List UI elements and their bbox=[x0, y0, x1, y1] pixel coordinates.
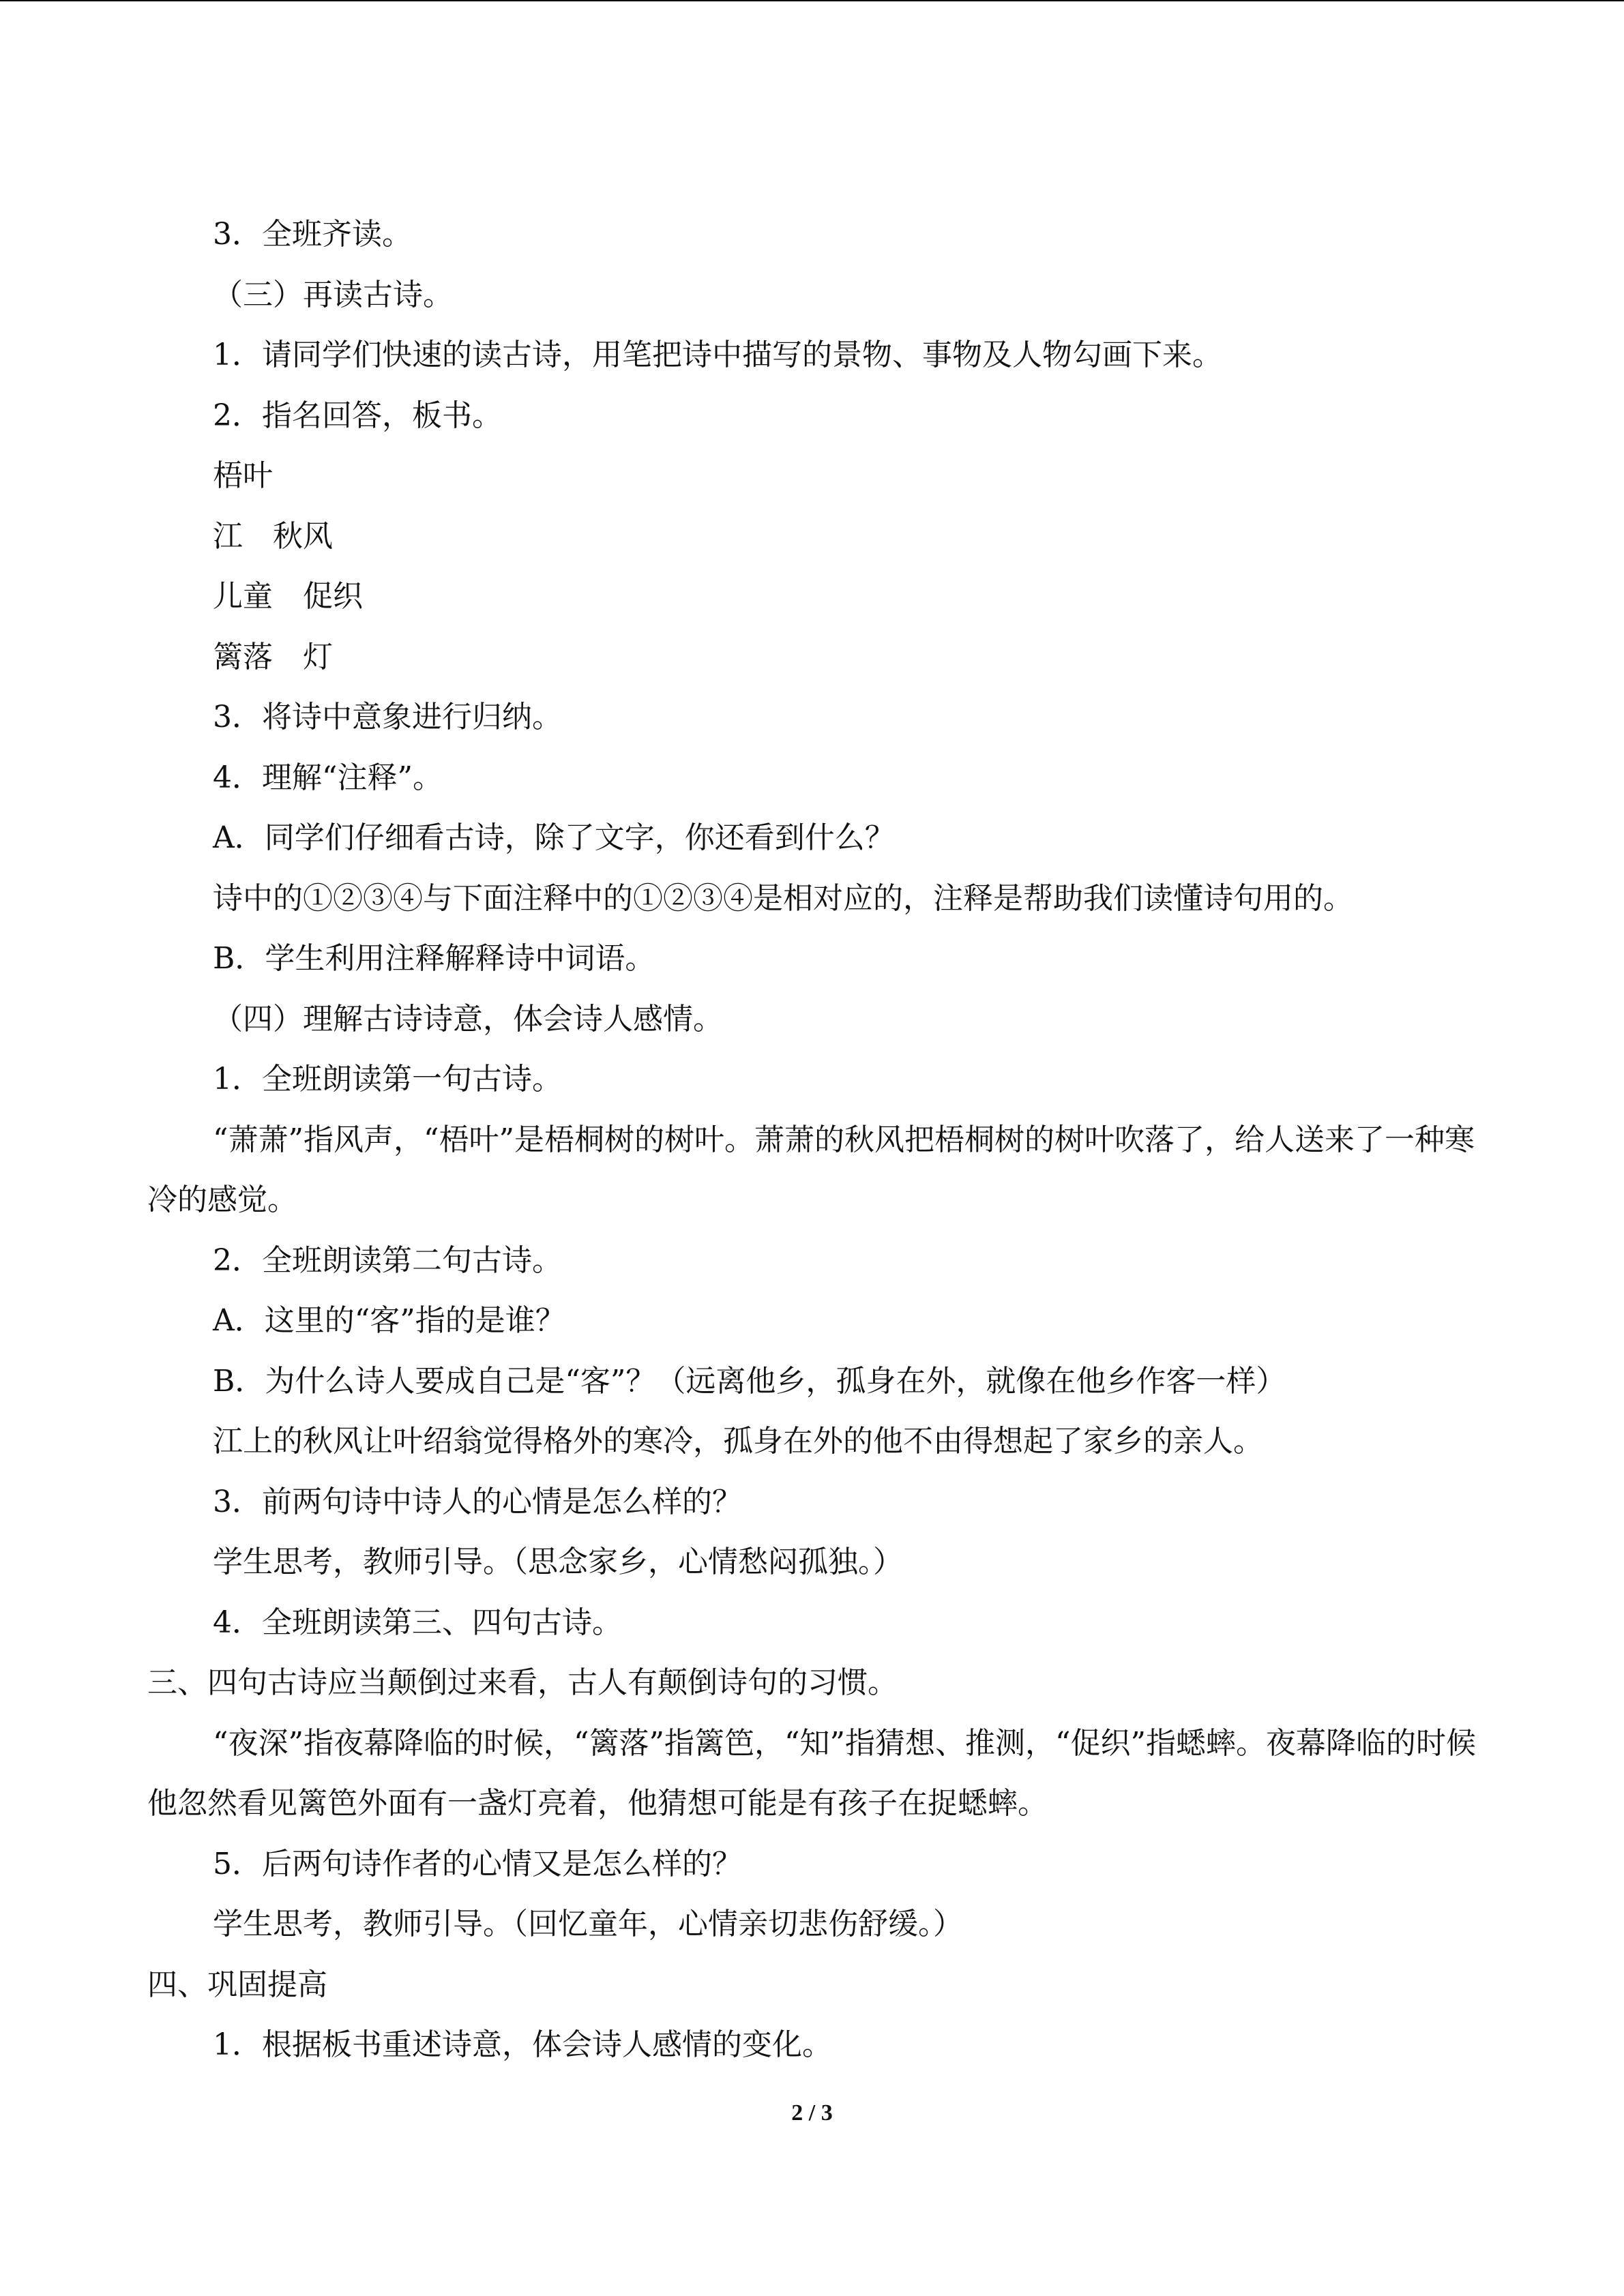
text-line: 5．后两句诗作者的心情又是怎么样的？ bbox=[213, 1846, 742, 1881]
section-heading: 三、四句古诗应当颠倒过来看，古人有颠倒诗句的习惯。 bbox=[147, 1665, 898, 1700]
text-line: 江上的秋风让叶绍翁觉得格外的寒冷，孤身在外的他不由得想起了家乡的亲人。 bbox=[213, 1424, 1263, 1459]
board-writing-line: 江 秋风 bbox=[213, 518, 333, 554]
paragraph: “萧萧”指风声，“梧叶”是梧桐树的树叶。萧萧的秋风把梧桐树的树叶吹落了，给人送来了一种寒冷的感觉。 bbox=[147, 1122, 1475, 1217]
text-line: 2．全班朗读第二句古诗。 bbox=[213, 1242, 562, 1278]
top-border-line bbox=[0, 0, 1624, 1]
text-line: 3．全班齐读。 bbox=[213, 217, 412, 252]
document-body bbox=[147, 205, 1498, 2076]
section-heading: 四、巩固提高 bbox=[147, 1967, 327, 2002]
text-line: A．同学们仔细看古诗，除了文字，你还看到什么？ bbox=[213, 820, 895, 855]
paragraph: “夜深”指夜幕降临的时候，“篱落”指篱笆，“知”指猜想、推测，“促织”指蟋蟀。夜幕降临的时候他忽然看见篱笆外面有一盏灯亮着，他猜想可能是有孩子在捉蟋蟀。 bbox=[147, 1725, 1476, 1821]
text-line: 3．将诗中意象进行归纳。 bbox=[213, 700, 562, 734]
text-line: 4．全班朗读第三、四句古诗。 bbox=[213, 1605, 622, 1640]
board-writing-line: 儿童 促织 bbox=[213, 579, 363, 614]
text-line: 1．根据板书重述诗意，体会诗人感情的变化。 bbox=[213, 2027, 832, 2062]
text-line: B．为什么诗人要成自己是“客”？（远离他乡，孤身在外，就像在他乡作客一样） bbox=[213, 1363, 1286, 1399]
text-line: 学生思考，教师引导。（回忆童年，心情亲切悲伤舒缓。） bbox=[213, 1907, 963, 1941]
section-heading: （三）再读古诗。 bbox=[213, 277, 453, 312]
text-line: 1．请同学们快速的读古诗，用笔把诗中描写的景物、事物及人物勾画下来。 bbox=[213, 338, 1222, 372]
text-line: A．这里的“客”指的是谁？ bbox=[213, 1303, 565, 1338]
text-line: 4．理解“注释”。 bbox=[213, 760, 443, 795]
text-line: 诗中的①②③④与下面注释中的①②③④是相对应的，注释是帮助我们读懂诗句用的。 bbox=[213, 880, 1353, 916]
text-line: 3．前两句诗中诗人的心情是怎么样的？ bbox=[213, 1484, 742, 1519]
page-number: 2 / 3 bbox=[791, 2100, 833, 2126]
text-line: 2．指名回答，板书。 bbox=[213, 398, 502, 433]
board-writing-line: 篱落 灯 bbox=[213, 639, 333, 674]
text-line: B．学生利用注释解释诗中词语。 bbox=[213, 941, 655, 976]
text-line: 学生思考，教师引导。（思念家乡，心情愁闷孤独。） bbox=[213, 1545, 903, 1579]
section-heading: （四）理解古诗诗意，体会诗人感情。 bbox=[213, 1001, 723, 1037]
text-line: 1．全班朗读第一句古诗。 bbox=[213, 1062, 562, 1097]
board-writing-line: 梧叶 bbox=[213, 458, 273, 493]
